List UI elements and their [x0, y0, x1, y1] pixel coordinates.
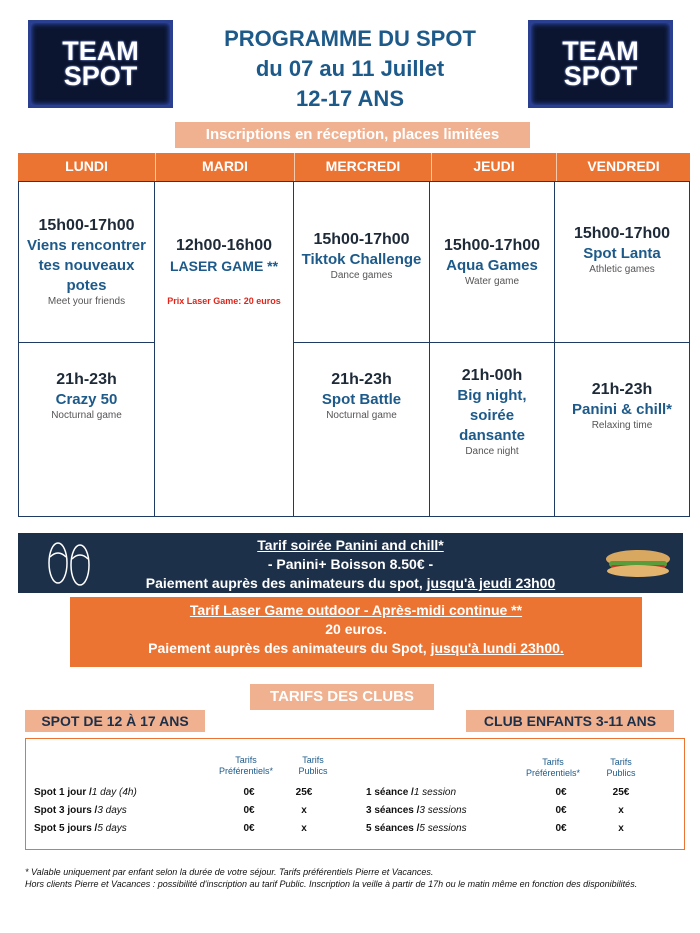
- activity-time: 15h00-17h00: [573, 225, 671, 242]
- mardi-activity: [155, 236, 293, 306]
- activity-time: 21h-00h: [461, 367, 523, 384]
- title-line: PROGRAMME DU SPOT: [224, 26, 476, 51]
- footer-notes: [25, 866, 685, 890]
- table-row: [366, 823, 666, 841]
- price-preferential: 0€: [555, 787, 567, 798]
- banner-price: 20 euros.: [325, 621, 387, 637]
- price-public: x: [618, 805, 624, 816]
- day-header: MERCREDI: [294, 153, 431, 181]
- activity-subtitle: Water game: [464, 276, 520, 287]
- activity-title: LASER GAME **: [169, 258, 279, 274]
- row-label: [34, 787, 224, 805]
- price-public: 25€: [295, 787, 313, 798]
- schedule-grid: [18, 181, 690, 517]
- column-header-preferential: Tarifs Préférentiels*: [218, 755, 274, 776]
- price-public: 25€: [612, 787, 630, 798]
- price-preferential: 0€: [243, 805, 255, 816]
- price-public: x: [301, 823, 307, 834]
- laser-banner: [70, 597, 642, 667]
- column-header-public: Tarifs Publics: [606, 757, 636, 778]
- registration-note: Inscriptions en réception, places limitées: [175, 122, 530, 148]
- team-spot-logo-right: [528, 20, 673, 108]
- row-label: [366, 787, 531, 805]
- table-row: [366, 805, 666, 823]
- banner-payment-text: Paiement auprès des animateurs du Spot,: [148, 640, 431, 656]
- table-row: [34, 787, 334, 805]
- vendredi-evening: [555, 380, 689, 431]
- activity-time: 21h-23h: [56, 371, 117, 388]
- row-label: [34, 805, 224, 823]
- row-label-en: 1 day (4h): [91, 787, 137, 798]
- row-label: [34, 823, 224, 841]
- table-row: [366, 787, 666, 805]
- activity-subtitle: Dance games: [330, 270, 393, 281]
- activity-title: Tiktok Challenge: [301, 251, 422, 268]
- row-label-en: 5 sessions: [419, 823, 467, 834]
- activity-title: Spot Battle: [321, 391, 402, 408]
- activity-subtitle: Dance night: [465, 446, 519, 457]
- logo-text: SPOT: [63, 61, 138, 91]
- days-header: [18, 153, 690, 181]
- activity-subtitle: Nocturnal game: [326, 410, 397, 421]
- activity-time: 21h-23h: [591, 381, 653, 398]
- logo-text: TEAM: [62, 36, 139, 66]
- day-header: JEUDI: [431, 153, 556, 181]
- price-public: x: [301, 805, 307, 816]
- panini-banner: [18, 533, 683, 593]
- lundi-evening: [19, 370, 154, 421]
- mercredi-evening: [294, 370, 429, 421]
- price-preferential: 0€: [555, 823, 567, 834]
- banner-deadline: jusqu'à lundi 23h00.: [430, 640, 564, 656]
- title-age: 12-17 ANS: [295, 86, 404, 111]
- activity-subtitle: Athletic games: [589, 264, 655, 275]
- row-label-fr: Spot 5 jours /: [34, 823, 98, 834]
- table-row: [34, 805, 334, 823]
- price-public: x: [618, 823, 624, 834]
- row-label-fr: 1 séance /: [366, 787, 414, 798]
- jeudi-evening: [430, 366, 554, 457]
- activity-title: Panini & chill*: [571, 401, 673, 418]
- banner-title: Tarif soirée Panini and chill*: [257, 537, 444, 553]
- table-row: [34, 823, 334, 841]
- day-header: VENDREDI: [556, 153, 690, 181]
- title-dates: du 07 au 11 Juillet: [255, 56, 445, 81]
- spot-price-rows: [34, 787, 334, 841]
- column-header-public: Tarifs Publics: [298, 755, 328, 776]
- lundi-afternoon: [19, 216, 154, 307]
- club-price-rows: [366, 787, 666, 841]
- logo-text: SPOT: [563, 61, 638, 91]
- row-label: [366, 823, 531, 841]
- jeudi-afternoon: [430, 236, 554, 287]
- laser-price-note: Prix Laser Game: 20 euros: [167, 296, 281, 306]
- row-label-en: 3 days: [97, 805, 127, 816]
- mercredi-afternoon: [294, 230, 429, 281]
- activity-time: 15h00-17h00: [313, 231, 410, 248]
- price-preferential: 0€: [555, 805, 567, 816]
- club-age-label: CLUB ENFANTS 3-11 ANS: [466, 710, 674, 732]
- tarifs-title: TARIFS DES CLUBS: [250, 684, 434, 710]
- activity-time: 15h00-17h00: [38, 217, 135, 234]
- spot-age-label: SPOT DE 12 À 17 ANS: [25, 710, 205, 732]
- footer-note: * Valable uniquement par enfant selon la durée de votre séjour. Tarifs préférentiels Pierre et Vacances.: [25, 867, 434, 877]
- banner-price: - Panini+ Boisson 8.50€ -: [267, 556, 434, 572]
- row-label-fr: Spot 1 jour /: [34, 787, 92, 798]
- vendredi-afternoon: [555, 224, 689, 275]
- activity-subtitle: Meet your friends: [47, 296, 126, 307]
- panini-sandwich-icon: [603, 547, 673, 581]
- activity-title: Aqua Games: [446, 257, 538, 274]
- activity-title: Crazy 50: [55, 391, 118, 408]
- row-label-en: 5 days: [97, 823, 127, 834]
- banner-payment-text: Paiement auprès des animateurs du spot,: [145, 575, 427, 591]
- page-title: [185, 24, 515, 114]
- activity-time: 21h-23h: [331, 371, 392, 388]
- footer-note: Hors clients Pierre et Vacances : possibilité d'inscription au tarif Public. Inscription la veille à partir de 17h ou le matin même en fonction des disponibilités.: [25, 879, 638, 889]
- activity-subtitle: Nocturnal game: [51, 410, 122, 421]
- activity-title: Viens rencontrer tes nouveaux potes: [27, 237, 146, 294]
- banner-title: Tarif Laser Game outdoor - Après-midi continue **: [189, 602, 523, 618]
- price-table: [25, 738, 685, 850]
- row-label-fr: 5 séances /: [366, 823, 420, 834]
- activity-title: Spot Lanta: [583, 245, 661, 262]
- team-spot-logo-left: [28, 20, 173, 108]
- activity-time: 15h00-17h00: [443, 237, 541, 254]
- activity-title: Big night, soirée dansante: [457, 387, 527, 444]
- price-preferential: 0€: [243, 823, 255, 834]
- banner-deadline: jusqu'à jeudi 23h00: [426, 575, 556, 591]
- banner-payment: [70, 639, 642, 658]
- logo-text: TEAM: [562, 36, 639, 66]
- price-preferential: 0€: [243, 787, 255, 798]
- banner-payment: [18, 574, 683, 593]
- row-label-en: 3 sessions: [419, 805, 467, 816]
- column-header-preferential: Tarifs Préférentiels*: [525, 757, 581, 778]
- flip-flops-icon: [40, 539, 100, 589]
- row-label-fr: 3 séances /: [366, 805, 420, 816]
- day-header: MARDI: [155, 153, 294, 181]
- row-label: [366, 805, 531, 823]
- activity-subtitle: Relaxing time: [591, 420, 653, 431]
- row-label-fr: Spot 3 jours /: [34, 805, 98, 816]
- activity-time: 12h00-16h00: [175, 237, 273, 254]
- row-label-en: 1 session: [413, 787, 457, 798]
- day-header: LUNDI: [18, 153, 155, 181]
